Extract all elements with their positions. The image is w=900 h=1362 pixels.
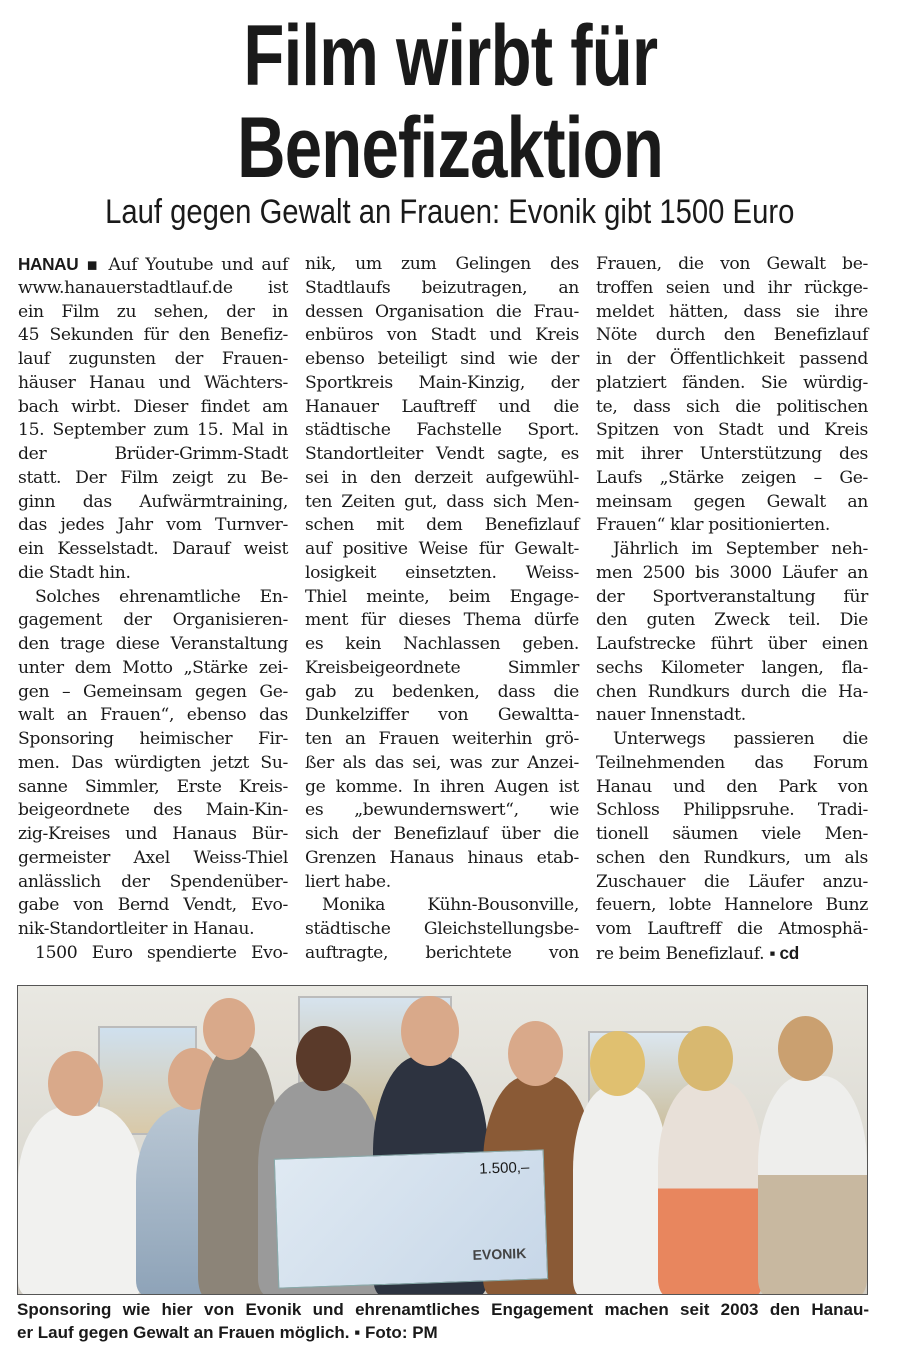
headline-text: Film wirbt für — [243, 8, 657, 104]
article-text-line: Monika Kühn-Bousonville, — [322, 895, 579, 916]
article-text-line: Dunkelziffer von Gewaltta- — [305, 705, 579, 726]
article-text-line: schen mit dem Benefizlauf — [305, 515, 579, 536]
article-text-line: feuern, lobte Hannelore Bunz — [596, 895, 868, 916]
article-text-line: schen den Rundkurs, um als — [596, 847, 868, 868]
person-head — [203, 998, 255, 1060]
article-text-line: es „bewundernswert“, wie — [305, 800, 579, 821]
article-text-line: gabe von Bernd Vendt, Evo- — [18, 895, 288, 916]
article-column-3 — [596, 253, 868, 966]
article-text-line: statt. Der Film zeigt zu Be- — [18, 467, 288, 488]
article-text-line: häuser Hanau und Wächters- — [18, 372, 288, 393]
article-text-line: ten an Frauen weiterhin grö- — [305, 729, 579, 749]
article-text-line — [596, 942, 868, 966]
article-text-line: gen – Gemeinsam gegen Ge- — [18, 681, 288, 702]
donation-check — [274, 1149, 548, 1288]
article-text-line: meldet hätten, dass sie ihre — [596, 301, 868, 322]
article-text-line: den guten Zweck teil. Die — [596, 610, 868, 631]
caption-text: er Lauf gegen Gewalt an Frauen möglich. — [17, 1323, 350, 1342]
person — [573, 1086, 668, 1295]
article-text-line: Sponsoring heimischer Fir- — [18, 729, 288, 749]
article-text-line: Laufstrecke führt über einen — [596, 634, 868, 654]
article-text-line: auf positive Weise für Gewalt- — [305, 539, 579, 559]
article-text-line: platziert fänden. Sie würdig- — [596, 372, 868, 393]
article-column-1 — [18, 253, 288, 966]
photo-caption — [17, 1298, 869, 1344]
article-text-line: ein Kesselstadt. Darauf weist — [18, 539, 288, 559]
article-text-line: germeister Axel Weiss-Thiel — [18, 847, 288, 868]
article-text-line: Jährlich im September neh- — [613, 539, 868, 559]
article-text-line: liert habe. — [305, 871, 391, 892]
article-text-line: Standortleiter Vendt sagte, es — [305, 444, 579, 464]
article-text-line: te, dass sich die politischen — [596, 396, 868, 417]
article-text-line: walt an Frauen“, ebenso das — [18, 705, 288, 726]
article-column-2 — [305, 253, 579, 966]
article-text-line: Zuschauer die Läufer anzu- — [596, 871, 868, 892]
person-head — [48, 1051, 103, 1116]
article-text-line: ßer als das sei, was zur Anzei- — [305, 752, 579, 773]
article-text-line: troffen seien und ihr rückge- — [596, 277, 868, 298]
article-text-line: Unterwegs passieren die — [613, 729, 868, 749]
article-text-line: nik, um zum Gelingen des — [305, 254, 579, 274]
article-text-line: sich der Benefizlauf über die — [305, 824, 579, 844]
article-text-line: men. Das würdigten jetzt Su- — [18, 752, 288, 773]
article-text-line: chen Rundkurs durch die Ha- — [596, 681, 868, 702]
article-text-line: losigkeit einsetzten. Weiss- — [305, 562, 579, 583]
person — [18, 1106, 143, 1295]
person — [658, 1081, 763, 1295]
article-text-line: 1500 Euro spendierte Evo- — [35, 942, 288, 963]
article-text-line — [18, 253, 288, 277]
article-text-line: ginn das Aufwärmtraining, — [18, 491, 288, 512]
article-text-line: Sportkreis Main-Kinzig, der — [305, 372, 579, 393]
article-text-line: es kein Nachlassen geben. — [305, 634, 579, 654]
person-head — [778, 1016, 833, 1081]
article-text-line: Schloss Philippsruhe. Tradi- — [596, 800, 868, 821]
article-text-line: Hanau und den Park von — [596, 776, 868, 797]
article-text-line: 15. September zum 15. Mal in — [18, 420, 288, 441]
headline-line-2 — [0, 102, 900, 194]
headline-line-1 — [0, 10, 900, 102]
article-text-line: zig-Kreises und Hanaus Bür- — [18, 824, 288, 844]
article-text-line: Frauen“ klar positionierten. — [596, 515, 830, 536]
article-text-line: dessen Organisation die Frau- — [305, 301, 579, 322]
article-text-line: sechs Kilometer langen, fla- — [596, 657, 868, 678]
author-tag: ▪ cd — [769, 942, 799, 963]
article-text-line: sanne Simmler, Erste Kreis- — [18, 776, 288, 797]
article-text-line: lauf zugunsten der Frauen- — [18, 349, 288, 369]
person — [758, 1076, 867, 1295]
article-text-line: Frauen, die von Gewalt be- — [596, 254, 868, 274]
article-text-line: ment für dieses Thema dürfe — [305, 610, 579, 631]
article-text-line: Nöte durch den Benefizlauf — [596, 325, 868, 346]
person-head — [590, 1031, 645, 1096]
article-text-line: meinsam gegen Gewalt an — [596, 491, 868, 512]
article-text-line: nik-Standortleiter in Hanau. — [18, 919, 255, 939]
article-text-line: ein Film zu sehen, der in — [18, 301, 288, 322]
article-text-line: 45 Sekunden für den Benefiz- — [18, 325, 288, 346]
article-text-line: den trage diese Veranstaltung — [18, 634, 288, 654]
article-text-line: ebenso beteiligt sind wie der — [305, 349, 579, 369]
article-text-line: tionell säumen viele Men- — [596, 824, 868, 844]
article-text-line: beigeordnete des Main-Kin- — [18, 800, 288, 821]
article-text-line: Stadtlaufs beizutragen, an — [305, 277, 579, 298]
check-amount: 1.500,– — [478, 1158, 530, 1178]
article-text-line: der Brüder-Grimm-Stadt — [18, 444, 288, 464]
article-text-line: städtische Gleichstellungsbe- — [305, 919, 579, 939]
article-text-line: ten Zeiten gut, dass sich Men- — [305, 491, 579, 512]
article-text-line: gab zu bedenken, dass die — [305, 681, 579, 702]
article-text-line: ge komme. In ihren Augen ist — [305, 776, 579, 797]
article-text-line: mit ihrer Unterstützung des — [596, 444, 868, 464]
article-text-line: Laufs „Stärke zeigen – Ge- — [596, 467, 868, 488]
article-text-line: Grenzen Hanaus hinaus etab- — [305, 847, 579, 868]
article-text-line: anlässlich der Spendenüber- — [18, 871, 288, 892]
article-text-line: Hanauer Lauftreff und die — [305, 396, 579, 417]
article-text-line: Solches ehrenamtliche En- — [35, 586, 288, 607]
article-text-line: Thiel meinte, beim Engage- — [305, 586, 579, 607]
headline-text: Benefizaktion — [237, 100, 663, 196]
caption-line — [17, 1321, 869, 1344]
subtitle-text: Lauf gegen Gewalt an Frauen: Evonik gibt 1500 Euro — [105, 193, 795, 231]
article-text-line: die Stadt hin. — [18, 562, 131, 583]
article-text-line: der Sportveranstaltung für — [596, 586, 868, 607]
article-text-line: städtische Fachstelle Sport. — [305, 420, 579, 441]
article-text-line: das jedes Jahr vom Turnver- — [18, 515, 288, 536]
article-text-line: in der Öffentlichkeit passend — [596, 349, 868, 369]
article-text-line: bach wirbt. Dieser findet am — [18, 396, 288, 417]
article-text-line: men 2500 bis 3000 Läufer an — [596, 562, 868, 583]
caption-line: Sponsoring wie hier von Evonik und ehrenamtliches Engagement machen seit 2003 den Hanau- — [17, 1300, 869, 1319]
article-text-line: www.hanauerstadtlauf.de ist — [18, 277, 288, 298]
article-text-line: auftragte, berichtete von — [305, 942, 579, 963]
article-text-line: vom Lauftreff die Atmosphä- — [596, 919, 868, 939]
article-text-line: enbüros von Stadt und Kreis — [305, 325, 579, 346]
check-brand: EVONIK — [472, 1245, 527, 1263]
person-head — [296, 1026, 351, 1091]
article-photo — [17, 985, 868, 1295]
dateline: HANAU — [18, 254, 79, 274]
photo-credit: ▪ Foto: PM — [354, 1323, 438, 1342]
article-text-line: Spitzen von Stadt und Kreis — [596, 420, 868, 441]
person-head — [508, 1021, 563, 1086]
dateline-marker: ▪ — [86, 255, 101, 275]
article-text-line: gagement der Organisieren- — [18, 610, 288, 631]
subtitle — [0, 190, 900, 234]
article-text: Auf Youtube und auf — [108, 255, 288, 275]
article-text-line: nauer Innenstadt. — [596, 705, 746, 726]
article-text-line: Teilnehmenden das Forum — [596, 752, 868, 773]
person-head — [401, 996, 459, 1066]
article-text-line: Kreisbeigeordnete Simmler — [305, 657, 579, 678]
article-text-line: sei in den derzeit aufgewühl- — [305, 467, 579, 488]
person-head — [678, 1026, 733, 1091]
article-text-line: unter dem Motto „Stärke zei- — [18, 657, 288, 678]
article-text: re beim Benefizlauf. — [596, 943, 765, 964]
